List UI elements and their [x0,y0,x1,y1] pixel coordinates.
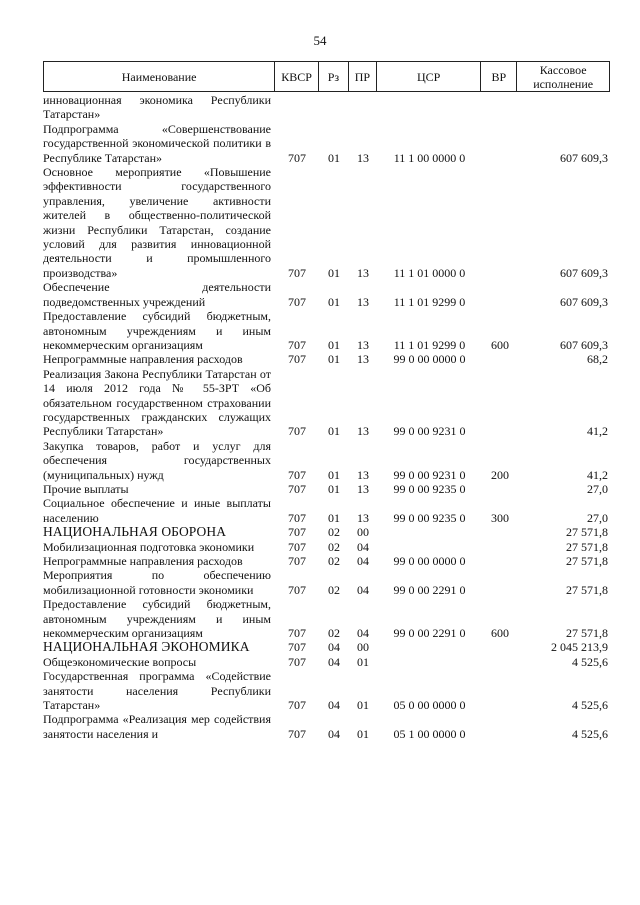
table-row [43,525,610,539]
row-rz: 02 [328,554,340,568]
row-name: Государственная программа «Содействие занятости населения Республики Татарстан» [43,669,271,713]
row-vr [482,151,518,165]
row-name: Непрограммные направления расходов [43,554,243,568]
row-name: Предоставление субсидий бюджетным, автономным учреждениям и иным некоммерческим организациям [43,309,271,352]
header-sum: Кассовое исполнение [533,62,594,91]
row-kvsr: 707 [288,467,306,482]
row-csr: 99 0 00 2291 0 [393,626,466,641]
row-vr: 600 [491,337,509,352]
row-rz: 04 [328,726,340,741]
row-vr [482,554,518,568]
row-values [275,482,610,496]
row-kvsr: 707 [288,525,306,540]
row-vr [482,583,518,597]
row-name: Непрограммные направления расходов [43,352,243,367]
row-pr: 13 [357,510,369,525]
table-row [43,540,610,554]
row-sum: 607 609,3 [560,265,608,280]
row-rz: 04 [328,640,340,655]
row-pr: 01 [357,726,369,741]
row-kvsr: 707 [288,582,306,597]
row-csr: 99 0 00 0000 0 [393,352,466,367]
row-vr [482,727,518,741]
row-pr: 13 [357,467,369,482]
table-row [43,640,610,654]
row-name: инновационная экономика Республики Татарстан» [43,93,271,122]
row-csr: 99 0 00 9235 0 [393,510,466,525]
row-name: Подпрограмма «Реализация мер содействия занятости населения и [43,712,271,741]
row-csr: 11 1 01 0000 0 [393,265,466,280]
row-kvsr: 707 [288,539,306,554]
row-sum: 27 571,8 [566,626,608,641]
row-name: Закупка товаров, работ и услуг для обеспечения государственных (муниципальных) нужд [43,438,271,482]
row-sum: 27 571,8 [566,539,608,554]
row-vr [482,352,518,366]
row-kvsr: 707 [288,510,306,525]
row-kvsr: 707 [288,150,306,165]
row-rz: 02 [328,525,340,540]
row-vr [482,266,518,280]
table-row [43,352,610,366]
row-csr: 11 1 01 9299 0 [393,337,466,352]
row-rz: 01 [328,467,340,482]
row-vr: 200 [491,467,509,482]
row-csr: 99 0 00 0000 0 [393,554,466,568]
row-rz: 01 [328,352,340,367]
row-values [275,338,610,352]
row-values [275,295,610,309]
row-pr: 13 [357,265,369,280]
header-kvsr: КВСР [275,62,319,91]
row-kvsr: 707 [288,626,306,641]
row-kvsr: 707 [288,481,306,496]
row-csr: 99 0 00 2291 0 [393,582,466,597]
row-kvsr: 707 [288,698,306,713]
row-name: Основное мероприятие «Повышение эффективности государственного управления, увеличение активности жителей в общественно-политической жизни Республики Татарстан, создание условий для развития инновационной деятельности и промышленного производства» [43,165,271,280]
row-sum: 607 609,3 [560,337,608,352]
row-sum: 4 525,6 [572,726,608,741]
row-csr: 99 0 00 9231 0 [393,424,466,439]
row-name: Прочие выплаты [43,481,129,496]
row-sum: 41,2 [587,467,608,482]
row-pr: 13 [357,150,369,165]
row-values [275,266,610,280]
row-name: НАЦИОНАЛЬНАЯ ОБОРОНА [43,524,227,540]
row-pr: 04 [357,582,369,597]
table-row [43,669,610,712]
row-name: Реализация Закона Республики Татарстан от 14 июля 2012 года № 55-ЗРТ «Об обязательном государственном страховании государственных гражданских служащих Республики Татарстан» [43,366,271,439]
row-pr: 00 [357,640,369,655]
row-rz: 02 [328,626,340,641]
table-row [43,439,610,482]
row-values [275,540,610,554]
table-row [43,367,610,439]
row-csr [377,540,482,554]
header-name: Наименование [44,62,275,91]
row-vr: 600 [491,626,509,641]
row-rz: 01 [328,424,340,439]
table-row [43,280,610,309]
row-pr: 04 [357,539,369,554]
row-values [275,352,610,366]
row-csr [377,655,482,669]
table-row [43,597,610,640]
row-vr: 300 [491,510,509,525]
row-pr: 01 [357,698,369,713]
row-kvsr: 707 [288,352,306,367]
row-values [275,151,610,165]
row-kvsr: 707 [288,640,306,655]
row-sum: 4 525,6 [572,698,608,713]
row-values [275,525,610,539]
row-vr [482,482,518,496]
row-rz: 01 [328,150,340,165]
row-name: Мобилизационная подготовка экономики [43,539,255,554]
row-sum: 27,0 [587,510,608,525]
row-name: Общеэкономические вопросы [43,654,197,669]
row-vr [482,540,518,554]
row-values [275,554,610,568]
row-pr: 01 [357,654,369,669]
row-values [275,511,610,525]
row-pr: 00 [357,525,369,540]
row-csr [377,640,482,654]
row-values [275,583,610,597]
row-kvsr: 707 [288,294,306,309]
row-kvsr: 707 [288,337,306,352]
row-csr [377,525,482,539]
row-rz: 02 [328,582,340,597]
header-vr: ВР [481,62,517,91]
row-name: Подпрограмма «Совершенствование государственной экономической политики в Республике Татарстан» [43,121,271,165]
row-pr: 13 [357,424,369,439]
row-vr [482,424,518,438]
row-rz: 02 [328,539,340,554]
row-sum: 4 525,6 [572,654,608,669]
row-rz: 01 [328,481,340,496]
row-vr [482,640,518,654]
row-csr: 99 0 00 9231 0 [393,467,466,482]
row-pr: 13 [357,294,369,309]
row-sum: 27 571,8 [566,525,608,540]
row-rz: 04 [328,654,340,669]
row-vr [482,295,518,309]
row-csr: 05 0 00 0000 0 [393,698,466,713]
table-row [43,554,610,568]
row-pr: 04 [357,554,369,568]
row-csr: 99 0 00 9235 0 [393,481,466,496]
row-sum: 68,2 [587,352,608,367]
row-rz: 01 [328,510,340,525]
row-kvsr: 707 [288,424,306,439]
row-sum: 27 571,8 [566,554,608,568]
row-values [275,424,610,438]
row-rz: 01 [328,337,340,352]
table-row [43,655,610,669]
row-rz: 04 [328,698,340,713]
row-sum: 607 609,3 [560,294,608,309]
row-pr: 13 [357,352,369,367]
row-pr: 13 [357,337,369,352]
row-name: НАЦИОНАЛЬНАЯ ЭКОНОМИКА [43,639,250,655]
row-sum: 607 609,3 [560,150,608,165]
table-row [43,93,610,122]
row-csr: 05 1 00 0000 0 [393,726,466,741]
row-rz: 01 [328,294,340,309]
row-kvsr: 707 [288,554,306,568]
row-values [275,468,610,482]
table-row [43,482,610,496]
row-kvsr: 707 [288,726,306,741]
row-values [275,655,610,669]
table-row [43,496,610,525]
table-row [43,309,610,352]
row-vr [482,698,518,712]
header-pr: ПР [349,62,377,91]
row-sum: 27,0 [587,481,608,496]
row-values [275,640,610,654]
row-csr: 11 1 00 0000 0 [393,150,466,165]
row-vr [482,655,518,669]
row-name: Обеспечение деятельности подведомственных учреждений [43,280,271,309]
header-csr: ЦСР [377,62,482,91]
table-row [43,568,610,597]
row-values [275,727,610,741]
row-values [275,626,610,640]
row-values [275,698,610,712]
row-pr: 13 [357,481,369,496]
table-body [43,93,610,741]
row-name: Мероприятия по обеспечению мобилизационной готовности экономики [43,568,271,597]
row-csr: 11 1 01 9299 0 [393,294,466,309]
table-header [43,61,610,92]
table-row [43,165,610,280]
row-sum: 27 571,8 [566,582,608,597]
row-name: Социальное обеспечение и иные выплаты населению [43,496,271,525]
row-pr: 04 [357,626,369,641]
table-row [43,712,610,741]
row-sum: 2 045 213,9 [551,640,608,655]
row-rz: 01 [328,265,340,280]
table-row [43,122,610,165]
header-rz: Рз [319,62,349,91]
row-kvsr: 707 [288,654,306,669]
row-vr [482,525,518,539]
row-sum: 41,2 [587,424,608,439]
page-number: 54 [313,33,327,48]
row-name: Предоставление субсидий бюджетным, автономным учреждениям и иным некоммерческим организациям [43,597,271,641]
row-kvsr: 707 [288,265,306,280]
